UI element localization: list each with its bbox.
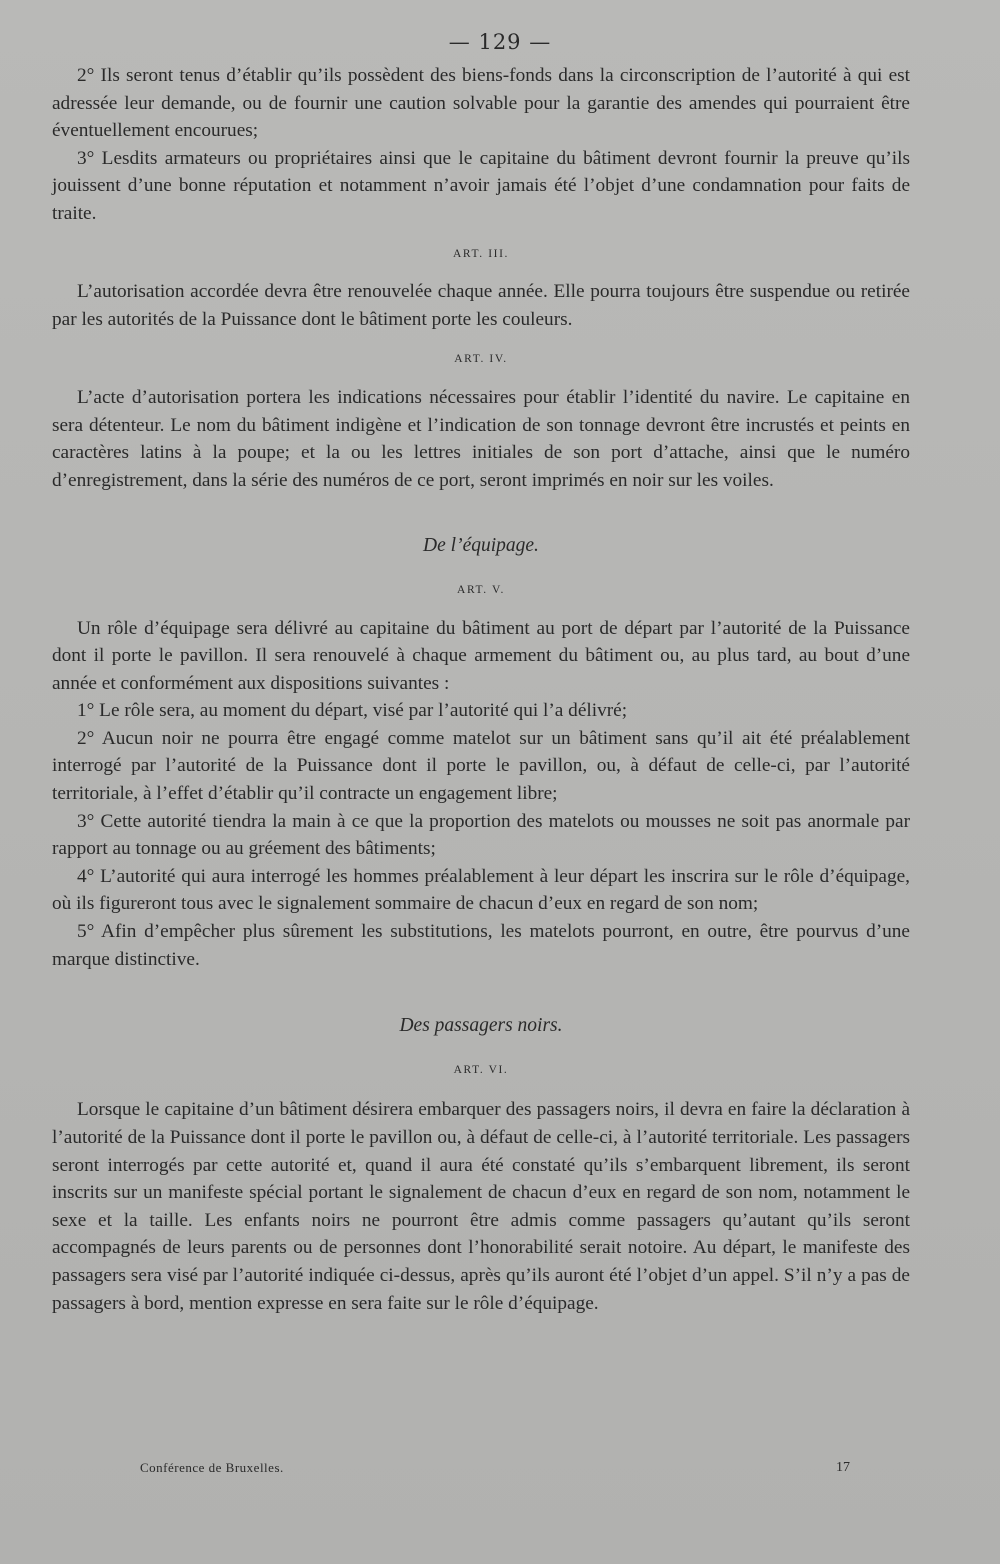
signature-mark: 17	[836, 1460, 850, 1475]
paragraph-article-4: L’acte d’autorisation portera les indications nécessaires pour établir l’identité du navire. Le capitaine en sera détenteur. Le nom du bâtiment indigène et l’indication de son tonnage devront être incrustés et peints en caractères latins à la poupe; et la ou les lettres initiales de son port d’attache, ainsi que le numéro d’enregistrement, dans la série des numéros de ce port, seront imprimés en noir sur les voiles.	[52, 386, 910, 491]
paragraph-article-5: Un rôle d’équipage sera délivré au capitaine du bâtiment au port de départ par l’autorité de la Puissance dont il porte le pavillon. Il sera renouvelé à chaque armement du bâtiment ou, au plus tard, au bout d’une année et conformément aux dispositions suivantes :	[52, 617, 910, 694]
paragraph-item-4: 4° L’autorité qui aura interrogé les hommes préalablement à leur départ les inscrira sur le rôle d’équipage, où ils figureront tous avec le signalement sommaire de chacun d’eux en regard de son nom;	[52, 865, 910, 915]
article-heading-4: ART. IV.	[454, 353, 508, 366]
paragraph-article-6: Lorsque le capitaine d’un bâtiment désirera embarquer des passagers noirs, il devra en faire la déclaration à l’autorité de la Puissance dont il porte le pavillon ou, à défaut de celle-ci, à l’autorité territoriale. Les passagers seront interrogés par cette autorité et, quand il aura été constaté qu’ils s’embarquent librement, ils seront inscrits sur un manifeste spécial portant le signalement de chacun d’eux en regard de son nom, notamment le sexe et la taille. Les enfants noirs ne pourront être admis comme passagers qu’autant qu’ils seront accompagnés de leurs parents ou de personnes dont l’honorabilité serait notoire. Au départ, le manifeste des passagers sera visé par l’autorité indiquée ci-dessus, après qu’ils auront été l’objet d’un appel. S’il n’y a pas de passagers à bord, mention expresse en sera faite sur le rôle d’équipage.	[52, 1099, 910, 1314]
paragraph-article-3: L’autorisation accordée devra être renouvelée chaque année. Elle pourra toujours être suspendue ou retirée par les autorités de la Puissance dont le bâtiment porte les couleurs.	[52, 281, 910, 330]
article-heading-5: ART. V.	[457, 583, 505, 596]
section-heading-passagers: Des passagers noirs.	[399, 1015, 563, 1037]
paragraph-item-2b: 2° Aucun noir ne pourra être engagé comme matelot sur un bâtiment sans qu’il ait été préalablement interrogé par l’autorité de la Puissance dont il porte le pavillon, ou, à défaut de celle-ci, par l’autorité territoriale, à l’effet d’établir qu’il contracte un engagement libre;	[52, 727, 910, 805]
paragraph-item-3b: 3° Cette autorité tiendra la main à ce que la proportion des matelots ou mousses ne soit pas anormale par rapport au tonnage ou au gréement des bâtiments;	[52, 810, 910, 860]
article-heading-6: ART. VI.	[453, 1063, 509, 1076]
article-heading-3: ART. III.	[453, 247, 509, 260]
paragraph-item-2: 2° Ils seront tenus d’établir qu’ils possèdent des biens-fonds dans la circonscription de l’autorité à qui est adressée leur demande, ou de fournir une caution solvable pour la garantie des amendes qui pourraient être éventuellement encourues;	[52, 65, 910, 142]
paragraph-item-1: 1° Le rôle sera, au moment du départ, visé par l’autorité qui l’a délivré;	[77, 700, 628, 722]
paragraph-item-5: 5° Afin d’empêcher plus sûrement les substitutions, les matelots pourront, en outre, être pourvus d’une marque distinctive.	[52, 921, 910, 970]
footer-title: Conférence de Bruxelles.	[140, 1460, 284, 1475]
page-body	[52, 62, 910, 1317]
section-heading-equipage: De l’équipage.	[423, 535, 539, 557]
paragraph-item-3: 3° Lesdits armateurs ou propriétaires ainsi que le capitaine du bâtiment devront fournir la preuve qu’ils jouissent d’une bonne réputation et notamment n’avoir jamais été l’objet d’une condamnation pour faits de traite.	[52, 147, 910, 224]
page-number: — 129 —	[448, 30, 552, 54]
